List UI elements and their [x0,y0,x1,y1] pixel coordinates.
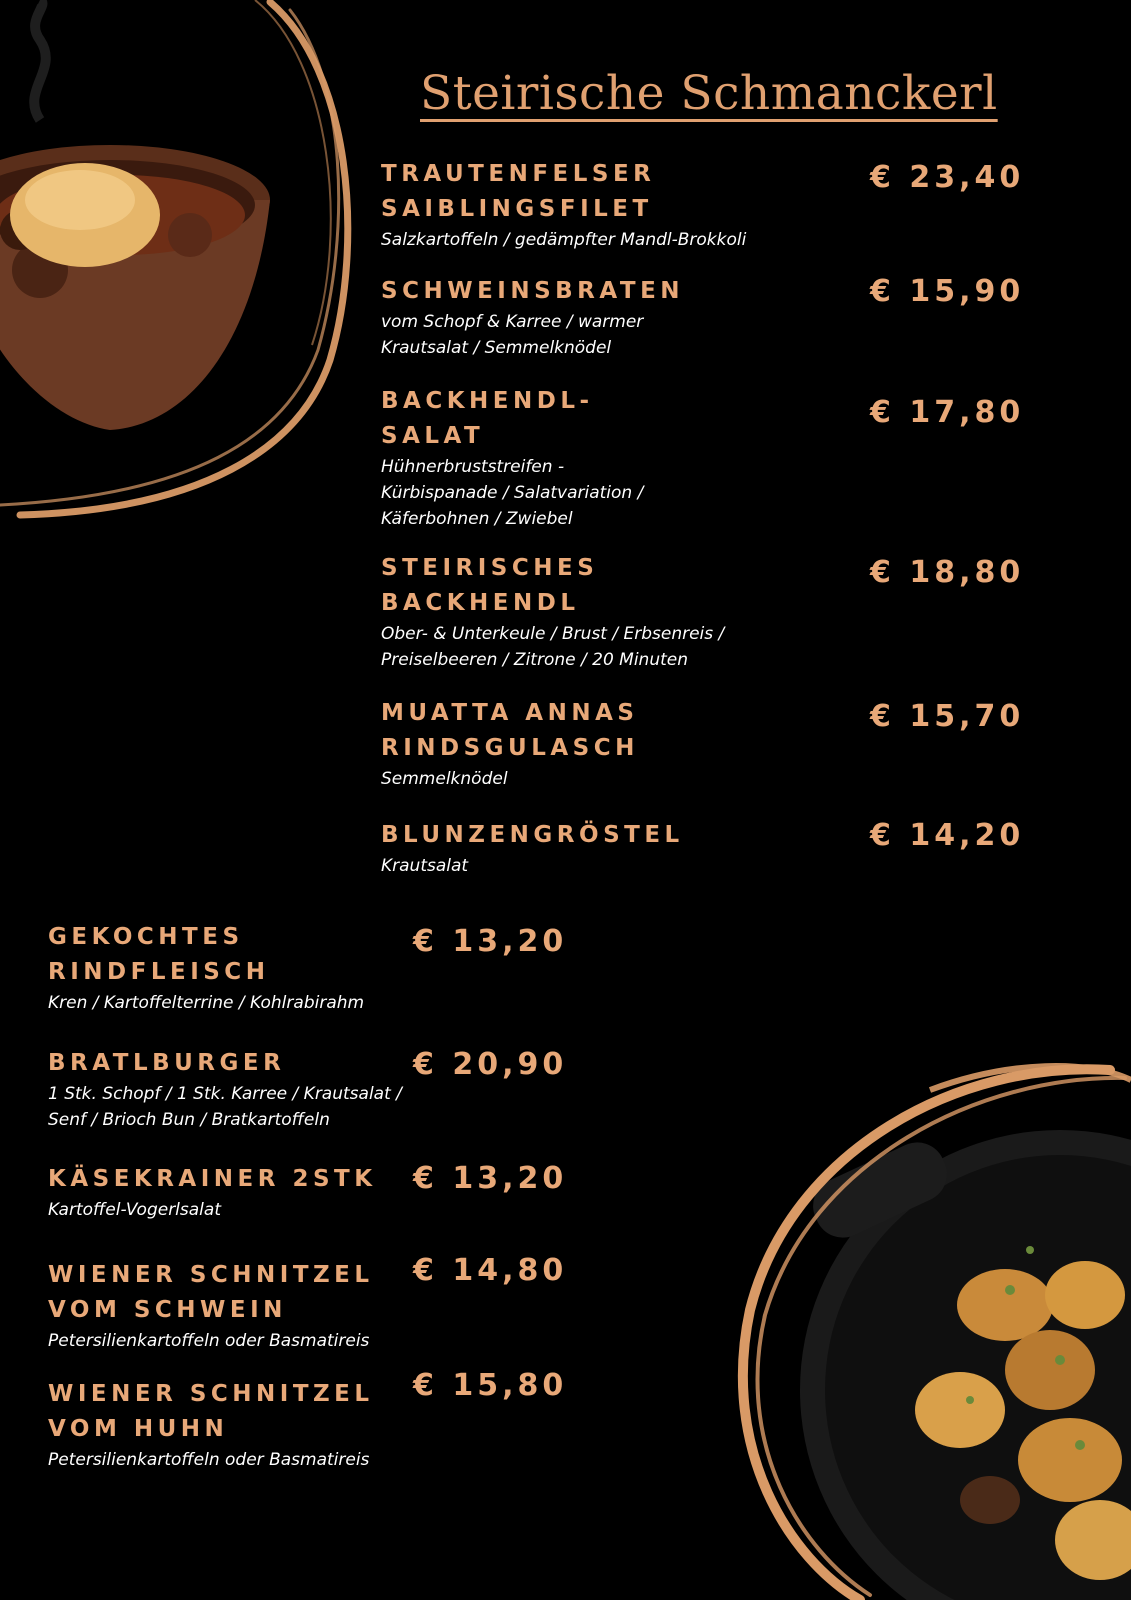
item-description: Semmelknödel [381,769,508,789]
item-name: STEIRISCHES BACKHENDL [381,555,599,616]
item-name: KÄSEKRAINER 2STK [48,1166,377,1192]
item-description: Petersilienkartoffeln oder Basmatireis [48,1331,370,1351]
item-description: Hühnerbruststreifen - Kürbispanade / Salatvariation / Käferbohnen / Zwiebel [381,457,644,529]
roasted-potatoes-pan-photo [730,1060,1131,1600]
menu-title: Steirische Schmanckerl [420,66,998,121]
item-price: € 15,90 [870,274,1025,309]
menu-item [381,157,746,253]
item-description: Kren / Kartoffelterrine / Kohlrabirahm [48,993,365,1013]
item-description: vom Schopf & Karree / warmer Krautsalat / Semmelknödel [381,312,644,358]
item-name: BLUNZENGRÖSTEL [381,822,684,848]
item-price: € 14,80 [413,1253,568,1288]
item-description: Salzkartoffeln / gedämpfter Mandl-Brokkoli [381,230,747,250]
menu-item [381,696,639,792]
item-name: BRATLBURGER [48,1050,286,1076]
item-name: WIENER SCHNITZEL VOM HUHN [48,1381,374,1442]
item-name: GEKOCHTES RINDFLEISCH [48,924,270,985]
menu-item [381,551,724,673]
menu-item [381,384,643,532]
item-price: € 17,80 [870,395,1025,430]
menu-item [48,1377,374,1473]
item-name: WIENER SCHNITZEL VOM SCHWEIN [48,1262,374,1323]
item-price: € 20,90 [413,1047,568,1082]
item-name: BACKHENDL- SALAT [381,388,594,449]
item-price: € 13,20 [413,924,568,959]
item-price: € 18,80 [870,555,1025,590]
dumpling-goulash-bowl-photo [0,0,360,530]
item-description: Kartoffel-Vogerlsalat [48,1200,221,1220]
menu-item [48,920,364,1016]
item-name: TRAUTENFELSER SAIBLINGSFILET [381,161,656,222]
menu-item [381,274,684,361]
item-name: SCHWEINSBRATEN [381,278,685,304]
menu-item [48,1258,374,1354]
menu-item [48,1046,402,1133]
item-description: Petersilienkartoffeln oder Basmatireis [48,1450,370,1470]
menu-item [48,1162,377,1223]
item-price: € 15,80 [413,1368,568,1403]
item-price: € 13,20 [413,1161,568,1196]
menu-item [381,818,684,879]
item-price: € 15,70 [870,699,1025,734]
item-price: € 14,20 [870,818,1025,853]
item-description: Krautsalat [381,856,469,876]
item-name: MUATTA ANNAS RINDSGULASCH [381,700,639,761]
item-description: Ober- & Unterkeule / Brust / Erbsenreis / Preiselbeeren / Zitrone / 20 Minuten [381,624,725,670]
item-description: 1 Stk. Schopf / 1 Stk. Karree / Krautsalat / Senf / Brioch Bun / Bratkartoffeln [48,1084,402,1130]
item-price: € 23,40 [870,160,1025,195]
